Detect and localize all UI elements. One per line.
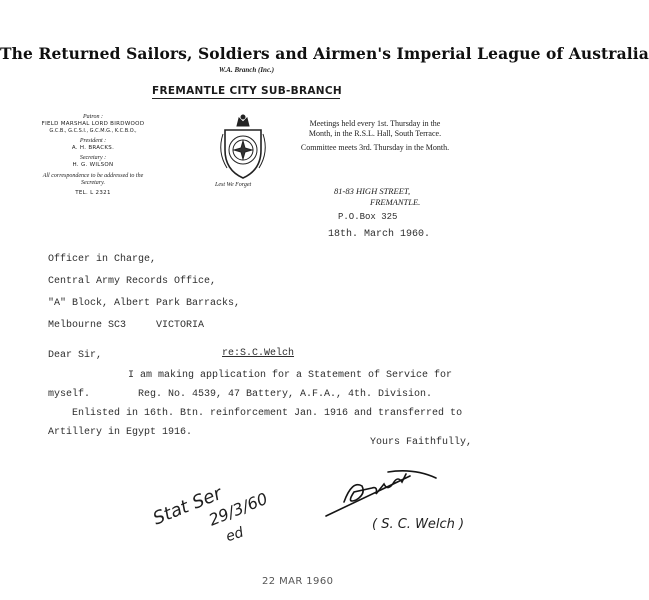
recipient-line: "A" Block, Albert Park Barracks,	[48, 298, 241, 309]
secretary-name: H. G. WILSON	[72, 162, 114, 168]
rsl-badge-icon	[213, 112, 273, 182]
address-line-2: FREMANTLE.	[370, 197, 421, 207]
handwritten-note: Stat Ser	[150, 482, 225, 530]
committee-text: Committee meets 3rd. Thursday in the Month.	[300, 143, 450, 152]
telephone: TEL. L 2321	[75, 190, 111, 196]
body-line: I am making application for a Statement of Service for	[128, 370, 453, 381]
recipient-address	[48, 249, 240, 337]
officers-block	[18, 114, 168, 197]
handwritten-initials: ed	[224, 524, 246, 546]
secretary-label: Secretary :	[79, 155, 107, 161]
handwritten-date: 29/3/60	[206, 488, 271, 530]
recipient-line: Officer in Charge,	[48, 254, 157, 265]
printed-signature: ( S. C. Welch )	[372, 517, 465, 532]
signature-scrawl	[318, 458, 448, 524]
received-date-stamp: 22 MAR 1960	[262, 576, 334, 587]
body-line: Enlisted in 16th. Btn. reinforcement Jan. 1916 and transferred to	[72, 408, 463, 419]
letter-date: 18th. March 1960.	[328, 229, 431, 240]
state-branch: W.A. Branch (Inc.)	[218, 66, 275, 74]
sub-branch-title: FREMANTLE CITY SUB-BRANCH	[152, 85, 342, 97]
league-motto: Lest We Forget	[215, 182, 252, 188]
league-name: The Returned Sailors, Soldiers and Airmen's Imperial League of Australia	[0, 44, 649, 63]
street-address	[334, 186, 420, 208]
body-line: Artillery in Egypt 1916.	[48, 427, 193, 438]
patron-name: FIELD MARSHAL LORD BIRDWOOD	[41, 121, 145, 127]
correspondence-note: All correspondence to be addressed to the Secretary.	[42, 173, 144, 186]
recipient-line: Central Army Records Office,	[48, 276, 217, 287]
address-line-1: 81-83 HIGH STREET,	[334, 186, 411, 196]
patron-honours: G.C.B., G.C.S.I., G.C.M.G., K.C.B.O.,	[49, 128, 137, 134]
po-box: P.O.Box 325	[338, 212, 398, 222]
patron-label: Patron :	[83, 114, 103, 120]
salutation: Dear Sir,	[48, 350, 103, 361]
body-line: myself. Reg. No. 4539, 47 Battery, A.F.A., 4th. Division.	[48, 389, 433, 400]
president-name: A. H. BRACKS.	[71, 145, 115, 151]
recipient-line: Melbourne SC3 VICTORIA	[48, 320, 205, 331]
president-label: President :	[79, 138, 107, 144]
letter-subject: re:S.C.Welch	[222, 348, 295, 359]
meeting-info	[300, 119, 450, 153]
closing: Yours Faithfully,	[370, 437, 473, 448]
meetings-text: Meetings held every 1st. Thursday in the Month, in the R.S.L. Hall, South Terrace.	[308, 119, 442, 138]
